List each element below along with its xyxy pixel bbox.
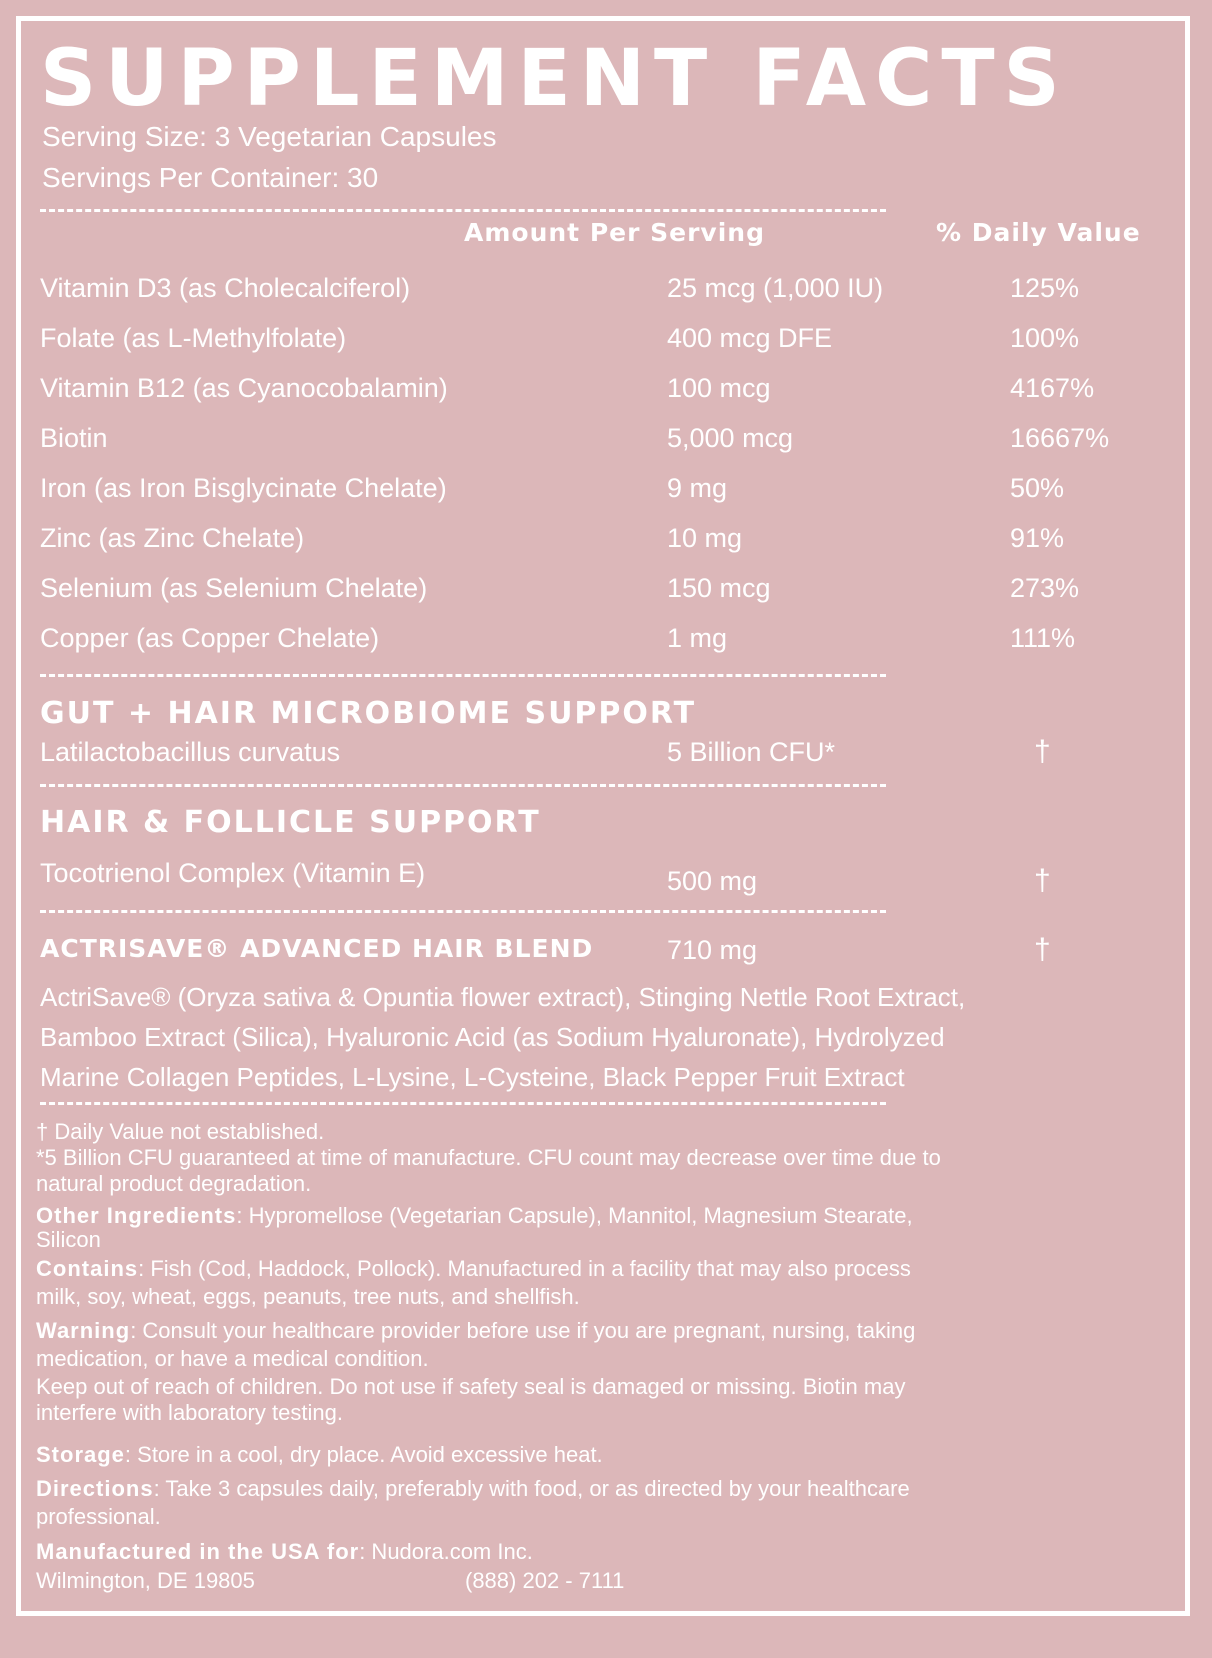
directions-label: Directions [36, 1476, 154, 1501]
hair-section-title: HAIR & FOLLICLE SUPPORT [40, 805, 541, 840]
blend-ingredients-line: ActriSave® (Oryza sativa & Opuntia flower extract), Stinging Nettle Root Extract, [40, 982, 966, 1012]
warning-children: Keep out of reach of children. Do not use if safety seal is damaged or missing. Biotin may [36, 1374, 906, 1399]
nutrient-dv: 125% [1010, 273, 1080, 303]
nutrient-row [0, 418, 1212, 458]
nutrient-row [0, 268, 1212, 308]
blend-ingredients-line: Bamboo Extract (Silica), Hyaluronic Acid (as Sodium Hyaluronate), Hydrolyzed [40, 1022, 945, 1052]
nutrient-row [0, 368, 1212, 408]
nutrient-row [0, 468, 1212, 508]
nutrient-amount: 400 mcg DFE [667, 323, 833, 353]
nutrient-name: Selenium (as Selenium Chelate) [40, 573, 428, 603]
storage-text: : Store in a cool, dry place. Avoid excessive heat. [124, 1442, 603, 1467]
nutrient-amount: 150 mcg [667, 573, 771, 603]
nutrient-name: Vitamin D3 (as Cholecalciferol) [40, 273, 411, 303]
dagger-mark: † [1034, 864, 1051, 897]
blend-title: ACTRISAVE® ADVANCED HAIR BLEND [40, 934, 594, 963]
manufacturer-name: : Nudora.com Inc. [359, 1539, 533, 1564]
nutrient-amount: 5,000 mcg [667, 423, 794, 453]
amount-header: Amount Per Serving [464, 218, 765, 247]
nutrient-name: Biotin [40, 423, 108, 453]
warning-text: : Consult your healthcare provider before use if you are pregnant, nursing, taking [130, 1318, 916, 1343]
nutrient-dv: 111% [1010, 623, 1076, 653]
manufacturer [36, 1538, 533, 1565]
divider [40, 209, 886, 212]
warning [36, 1317, 915, 1344]
daily-value-header: % Daily Value [936, 218, 1141, 247]
cfu-footnote-cont: natural product degradation. [36, 1171, 312, 1196]
servings-per-container: Servings Per Container: 30 [42, 162, 379, 193]
nutrient-row [0, 568, 1212, 608]
gut-ingredient-amount: 5 Billion CFU* [667, 737, 836, 767]
nutrient-name: Zinc (as Zinc Chelate) [40, 523, 305, 553]
warning-label: Warning [36, 1318, 131, 1343]
other-ingredients-text: : Hypromellose (Vegetarian Capsule), Mannitol, Magnesium Stearate, [236, 1203, 913, 1228]
gut-ingredient-name: Latilactobacillus curvatus [40, 737, 341, 767]
nutrient-dv: 91% [1010, 523, 1065, 553]
nutrient-dv: 4167% [1010, 373, 1095, 403]
contains-label: Contains [36, 1256, 139, 1281]
serving-size: Serving Size: 3 Vegetarian Capsules [42, 121, 497, 152]
nutrient-row [0, 618, 1212, 658]
storage-label: Storage [36, 1442, 125, 1467]
nutrient-name: Iron (as Iron Bisglycinate Chelate) [40, 473, 447, 503]
hair-ingredient-amount: 500 mg [667, 866, 758, 896]
other-ingredients-label: Other Ingredients [36, 1203, 237, 1228]
nutrient-name: Vitamin B12 (as Cyanocobalamin) [40, 373, 448, 403]
nutrient-row [0, 318, 1212, 358]
blend-ingredients-line: Marine Collagen Peptides, L-Lysine, L-Cysteine, Black Pepper Fruit Extract [40, 1062, 905, 1092]
dagger-mark: † [1034, 933, 1051, 966]
gut-row [0, 732, 1212, 772]
dagger-footnote: † Daily Value not established. [36, 1119, 325, 1144]
blend-amount: 710 mg [667, 935, 758, 965]
other-ingredients-cont: Silicon [36, 1227, 101, 1252]
label-title: SUPPLEMENT FACTS [40, 34, 1069, 124]
divider [40, 784, 886, 787]
gut-section-title: GUT + HAIR MICROBIOME SUPPORT [40, 696, 697, 731]
directions-text: : Take 3 capsules daily, preferably with food, or as directed by your healthcare [153, 1476, 910, 1501]
nutrient-dv: 16667% [1010, 423, 1110, 453]
hair-row [0, 853, 1212, 897]
other-ingredients [36, 1202, 913, 1229]
contains [36, 1255, 911, 1282]
nutrient-amount: 1 mg [667, 623, 728, 653]
hair-ingredient-name: Tocotrienol Complex (Vitamin E) [40, 858, 426, 888]
nutrient-row [0, 518, 1212, 558]
directions [36, 1475, 910, 1502]
divider [40, 1102, 886, 1105]
nutrient-amount: 100 mcg [667, 373, 771, 403]
blend-row [0, 930, 1212, 970]
warning-cont: medication, or have a medical condition. [36, 1346, 429, 1371]
nutrient-amount: 9 mg [667, 473, 728, 503]
nutrient-name: Copper (as Copper Chelate) [40, 623, 380, 653]
warning-children-cont: interfere with laboratory testing. [36, 1400, 343, 1425]
divider [40, 910, 886, 913]
nutrient-dv: 50% [1010, 473, 1065, 503]
nutrient-amount: 25 mcg (1,000 IU) [667, 273, 884, 303]
nutrient-dv: 273% [1010, 573, 1080, 603]
nutrient-name: Folate (as L-Methylfolate) [40, 323, 347, 353]
nutrient-dv: 100% [1010, 323, 1080, 353]
divider [40, 674, 886, 677]
contains-text: : Fish (Cod, Haddock, Pollock). Manufactured in a facility that may also process [138, 1256, 911, 1281]
directions-cont: professional. [36, 1504, 161, 1529]
nutrient-amount: 10 mg [667, 523, 743, 553]
dagger-mark: † [1034, 735, 1051, 768]
storage [36, 1441, 603, 1468]
manufacturer-label: Manufactured in the USA for [36, 1539, 360, 1564]
contains-cont: milk, soy, wheat, eggs, peanuts, tree nuts, and shellfish. [36, 1284, 580, 1309]
cfu-footnote: *5 Billion CFU guaranteed at time of manufacture. CFU count may decrease over time due to [36, 1145, 941, 1170]
manufacturer-address: Wilmington, DE 19805 [36, 1568, 255, 1593]
manufacturer-phone: (888) 202 - 7111 [465, 1568, 625, 1593]
